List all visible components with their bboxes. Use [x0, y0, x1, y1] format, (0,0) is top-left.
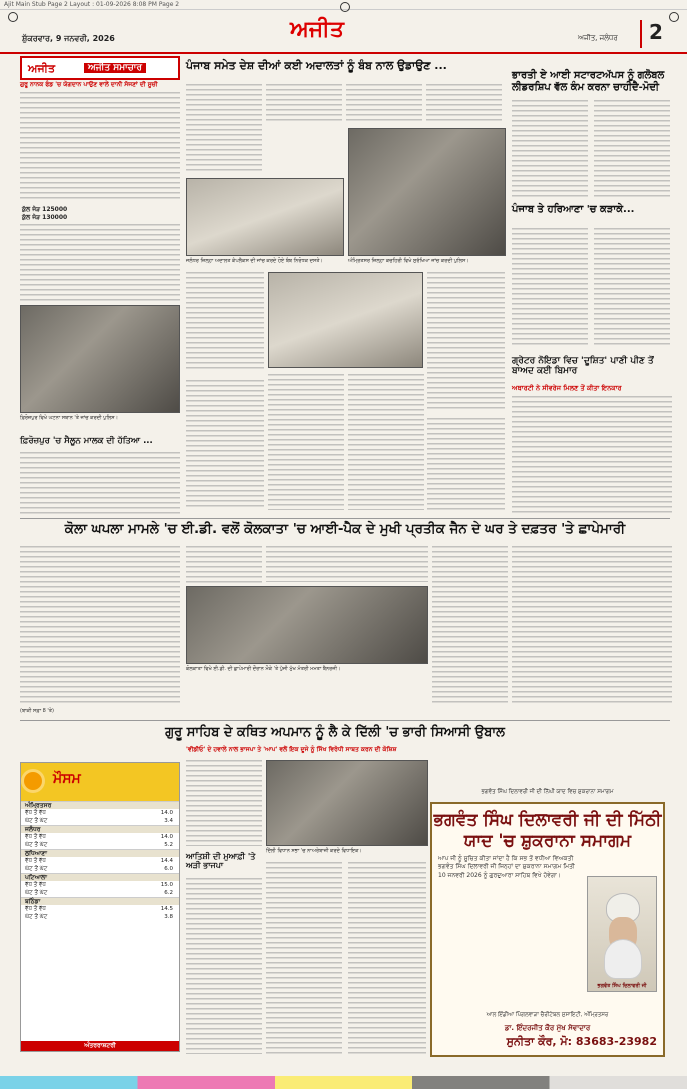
beard-icon	[604, 939, 642, 979]
fund-total-1: ਕੁੱਲ ਜੋੜ 125000	[22, 206, 68, 213]
coal-headline: ਕੋਲਾ ਘਪਲਾ ਮਾਮਲੇ 'ਚ ਈ.ਡੀ. ਵਲੋਂ ਕੋਲਕਾਤਾ 'ਚ ਆਈ-ਪੈਕ ਦੇ ਮੁਖੀ ਪ੍ਰਤੀਕ ਜੈਨ ਦੇ ਘਰ ਤੇ ਦਫ਼ਤਰ 'ਤੇ ਛਾਪੇਮਾਰੀ	[64, 521, 626, 537]
weather-box	[20, 762, 180, 1052]
coal-text-col-5	[512, 546, 672, 706]
police-photo-caption: ਅੰਮ੍ਰਿਤਸਰ ਜ਼ਿਲ੍ਹਾ ਕਚਹਿਰੀ ਵਿਖੇ ਸੁਰੱਖਿਆ ਜਾਂਚ ਕਰਦੀ ਪੁਲਿਸ।	[348, 258, 469, 264]
bomb-text-col-1	[186, 84, 262, 174]
weather-footer: ਅੰਤਰਰਾਸ਼ਟਰੀ	[21, 1041, 179, 1051]
cold-text-col-1	[512, 228, 588, 348]
weather-row	[21, 833, 179, 841]
modi-text-col-2	[594, 100, 670, 200]
weather-row	[21, 817, 179, 825]
ad-signature: ਡਾ. ਇੰਦਰਜੀਤ ਕੌਰ ਮੁੱਖ ਸੇਵਾਦਾਰ	[504, 1024, 591, 1032]
bomb-text-col-10	[427, 418, 505, 510]
coal-text-col-4	[432, 546, 508, 706]
masthead-date: ਸ਼ੁੱਕਰਵਾਰ, 9 ਜਨਵਰੀ, 2026	[22, 34, 115, 43]
delhi-text-col-1	[186, 760, 262, 846]
ad-portrait	[587, 876, 657, 992]
modi-text-col-1	[512, 100, 588, 200]
print-color-bar	[0, 1076, 687, 1089]
noida-headline: ਗ੍ਰੇਟਰ ਨੋਇਡਾ ਵਿਚ 'ਦੂਸ਼ਿਤ' ਪਾਣੀ ਪੀਣ ਤੋਂ ਬਾਅਦ ਕਈ ਬਿਮਾਰ	[512, 356, 654, 377]
bomb-text-col-4	[426, 84, 502, 124]
ajit-samachar-box	[20, 56, 180, 80]
court-photo-caption: ਜਲੰਧਰ ਜ਼ਿਲ੍ਹਾ ਅਦਾਲਤ ਕੰਪਲੈਕਸ ਦੀ ਜਾਂਚ ਕਰਦੇ ਹੋਏ ਬੰਬ ਨਿਰੋਧਕ ਦਸਤੇ।	[186, 258, 323, 264]
bomb-text-col-5	[186, 272, 264, 372]
coal-continued: (ਬਾਕੀ ਸਫ਼ਾ 8 'ਤੇ)	[20, 708, 54, 714]
weather-min-label: ਘੱਟ ਤੋਂ ਘੱਟ	[25, 914, 48, 920]
bomb-text-col-2	[266, 84, 342, 124]
weather-max-value: 14.0	[160, 834, 173, 840]
masthead-logo: ਅਜੀਤ	[290, 16, 344, 42]
bomb-text-col-7	[186, 380, 264, 510]
fund-total-2: ਕੁੱਲ ਜੋੜ 130000	[22, 214, 68, 221]
masthead-city: ਅਜੀਤ, ਜਲੰਧਰ	[578, 34, 618, 42]
weather-max-label: ਵੱਧ ਤੋਂ ਵੱਧ	[25, 858, 46, 864]
bomb-headline: ਪੰਜਾਬ ਸਮੇਤ ਦੇਸ਼ ਦੀਆਂ ਕਈ ਅਦਾਲਤਾਂ ਨੂੰ ਬੰਬ ਨਾਲ ਉਡਾਉਣ ...	[186, 59, 447, 72]
weather-city: ਅੰਮ੍ਰਿਤਸਰ	[21, 801, 179, 809]
ad-portrait-caption: ਭਗਵੰਤ ਸਿੰਘ ਦਿਲਾਵਰੀ ਜੀ	[597, 983, 647, 989]
delhi-headline: ਗੁਰੂ ਸਾਹਿਬ ਦੇ ਕਥਿਤ ਅਪਮਾਨ ਨੂੰ ਲੈ ਕੇ ਦਿੱਲੀ 'ਚ ਭਾਰੀ ਸਿਆਸੀ ਉਬਾਲ	[165, 725, 505, 740]
registration-mark-icon	[340, 2, 350, 12]
weather-row	[21, 905, 179, 913]
weather-min-value: 3.8	[164, 914, 173, 920]
delhi-text-col-2	[186, 878, 262, 1054]
ad-org: ਆਲ ਇੰਡੀਆ ਪਿੰਗਲਵਾੜਾ ਚੈਰੀਟੇਬਲ ਸੁਸਾਇਟੀ, ਅੰਮ੍ਰਿਤਸਰ	[486, 1012, 609, 1018]
weather-min-label: ਘੱਟ ਤੋਂ ਘੱਟ	[25, 866, 48, 872]
bomb-text-col-8	[268, 374, 344, 510]
print-info-bar: Ajit Main Stub Page 2 Layout : 01-09-2026 8:08 PM Page 2	[0, 0, 687, 10]
weather-max-value: 14.0	[160, 810, 173, 816]
salon-photo	[20, 305, 180, 413]
weather-row	[21, 809, 179, 817]
weather-max-label: ਵੱਧ ਤੋਂ ਵੱਧ	[25, 882, 46, 888]
ed-photo-caption: ਕੋਲਕਾਤਾ ਵਿਖੇ ਈ.ਡੀ. ਦੀ ਛਾਪੇਮਾਰੀ ਦੌਰਾਨ ਮੌਕੇ 'ਤੇ ਪੁੱਜੀ ਮੁੱਖ ਮੰਤਰੀ ਮਮਤਾ ਬੈਨਰਜੀ।	[186, 666, 341, 672]
ferozepur-text	[20, 452, 180, 516]
court-building-photo	[186, 178, 344, 256]
weather-min-value: 6.2	[164, 890, 173, 896]
bomb-text-col-6	[427, 272, 505, 412]
fund-title: ਗੁਰੂ ਨਾਨਕ ਫੰਡ 'ਚ ਯੋਗਦਾਨ ਪਾਉਣ ਵਾਲੇ ਦਾਨੀ ਸੱਜਣਾਂ ਦੀ ਸੂਚੀ	[20, 81, 158, 88]
ad-phone: ਸੁਨੀਤਾ ਕੌਰ, ਮੋ: 83683-23982	[506, 1035, 657, 1048]
ferozepur-headline: ਫ਼ਿਰੋਜ਼ਪੁਰ 'ਚ ਸੈਲੂਨ ਮਾਲਕ ਦੀ ਹੱਤਿਆ ...	[20, 436, 153, 446]
ad-body: ਆਪ ਜੀ ਨੂੰ ਸੂਚਿਤ ਕੀਤਾ ਜਾਂਦਾ ਹੈ ਕਿ ਸਭ ਤੋਂ ਵਧੀਆ ਵਿਅਕਤੀ ਭਗਵੰਤ ਸਿੰਘ ਦਿਲਾਵਰੀ ਜੀ ਜਿਨ੍ਹਾਂ ਦਾ ਸ਼ੁਕਰਾਨਾ ਸਮਾਗਮ ਮਿਤੀ 10 ਜਨਵਰੀ 2026 ਨੂੰ ਗੁਰਦੁਆਰਾ ਸਾਹਿਬ ਵਿਖੇ ਹੋਵੇਗਾ।	[438, 854, 575, 879]
weather-min-label: ਘੱਟ ਤੋਂ ਘੱਟ	[25, 890, 48, 896]
ed-raid-photo	[186, 586, 428, 664]
court-crowd-photo	[268, 272, 423, 368]
bomb-text-col-9	[348, 374, 424, 510]
section-divider	[20, 720, 670, 721]
weather-max-label: ਵੱਧ ਤੋਂ ਵੱਧ	[25, 834, 46, 840]
sun-icon	[24, 772, 42, 790]
weather-row	[21, 881, 179, 889]
cold-headline: ਪੰਜਾਬ ਤੇ ਹਰਿਆਣਾ 'ਚ ਕੜਾਕੇ...	[512, 204, 635, 215]
assembly-photo	[266, 760, 428, 846]
section-divider	[20, 518, 670, 519]
ad-top-line: ਭਗਵੰਤ ਸਿੰਘ ਦਿਲਾਵਰੀ ਜੀ ਦੀ ਨਿੱਘੀ ਯਾਦ ਵਿਚ ਸ਼ੁਕਰਾਨਾ ਸਮਾਗਮ	[481, 789, 614, 795]
weather-min-value: 5.2	[164, 842, 173, 848]
ad-title: ਭਗਵੰਤ ਸਿੰਘ ਦਿਲਾਵਰੀ ਜੀ ਦੀ ਮਿੱਠੀ ਯਾਦ 'ਚ ਸ਼ੁਕਰਾਨਾ ਸਮਾਗਮ	[433, 810, 662, 852]
coal-text-col-3	[266, 546, 428, 582]
weather-min-value: 3.4	[164, 818, 173, 824]
weather-max-value: 14.5	[160, 906, 173, 912]
noida-text	[512, 396, 672, 514]
coal-text-col-1	[20, 546, 180, 706]
memorial-ad	[430, 802, 665, 1057]
weather-row	[21, 913, 179, 921]
weather-min-label: ਘੱਟ ਤੋਂ ਘੱਟ	[25, 842, 48, 848]
weather-min-value: 6.0	[164, 866, 173, 872]
delhi-text-col-3	[266, 862, 342, 1054]
weather-max-value: 15.0	[160, 882, 173, 888]
weather-min-label: ਘੱਟ ਤੋਂ ਘੱਟ	[25, 818, 48, 824]
delhi-text-col-4	[348, 862, 426, 1054]
fund-list-text	[20, 92, 180, 202]
weather-row	[21, 865, 179, 873]
weather-max-label: ਵੱਧ ਤੋਂ ਵੱਧ	[25, 906, 46, 912]
weather-city-list	[21, 801, 179, 921]
cold-text-col-2	[594, 228, 670, 348]
atishi-headline: ਆਤਿਸ਼ੀ ਦੀ ਮੁਆਫ਼ੀ 'ਤੇ ਅੜੀ ਭਾਜਪਾ	[186, 852, 256, 871]
assembly-photo-caption: ਦਿੱਲੀ ਵਿਧਾਨ ਸਭਾ 'ਚ ਨਾਅਰੇਬਾਜ਼ੀ ਕਰਦੇ ਵਿਧਾਇਕ।	[266, 848, 362, 854]
delhi-subheadline: 'ਵੀਡੀਓ' ਦੇ ਹਵਾਲੇ ਨਾਲ ਭਾਜਪਾ ਤੇ 'ਆਪ' ਵਲੋਂ ਇਕ ਦੂਜੇ ਨੂੰ ਸਿੱਖ ਵਿਰੋਧੀ ਸਾਬਤ ਕਰਨ ਦੀ ਕੋਸ਼ਿਸ਼	[186, 746, 397, 753]
weather-row	[21, 841, 179, 849]
weather-max-value: 14.4	[160, 858, 173, 864]
ajit-label: ਅਜੀਤ	[28, 62, 55, 75]
modi-headline: ਭਾਰਤੀ ਏ ਆਈ ਸਟਾਰਟਅੱਪਸ ਨੂੰ ਗਲੋਬਲ ਲੀਡਰਸ਼ਿਪ ਵੱਲ ਕੰਮ ਕਰਨਾ ਚਾਹੀਦੈ-ਮੋਦੀ	[512, 70, 665, 93]
weather-city: ਪਟਿਆਲਾ	[21, 873, 179, 881]
page-number: 2	[640, 20, 670, 48]
coal-text-col-2	[186, 546, 262, 586]
police-check-photo	[348, 128, 506, 256]
salon-photo-caption: ਫ਼ਿਰੋਜ਼ਪੁਰ ਵਿਖੇ ਘਟਨਾ ਸਥਾਨ 'ਤੇ ਜਾਂਚ ਕਰਦੀ ਪੁਲਿਸ।	[20, 415, 119, 421]
weather-title: ਮੌਸਮ	[21, 763, 179, 801]
weather-city: ਜਲੰਧਰ	[21, 825, 179, 833]
fund-notice-text	[20, 224, 180, 302]
samachar-label: ਅਜੀਤ ਸਮਾਚਾਰ	[84, 63, 146, 73]
weather-max-label: ਵੱਧ ਤੋਂ ਵੱਧ	[25, 810, 46, 816]
weather-city: ਲੁਧਿਆਣਾ	[21, 849, 179, 857]
weather-row	[21, 857, 179, 865]
noida-subheadline: ਅਥਾਰਟੀ ਨੇ ਸੀਵਰੇਜ ਮਿਲਣ ਤੋਂ ਕੀਤਾ ਇਨਕਾਰ	[512, 384, 622, 392]
bomb-text-col-3	[346, 84, 422, 124]
weather-row	[21, 889, 179, 897]
weather-city: ਬਠਿੰਡਾ	[21, 897, 179, 905]
